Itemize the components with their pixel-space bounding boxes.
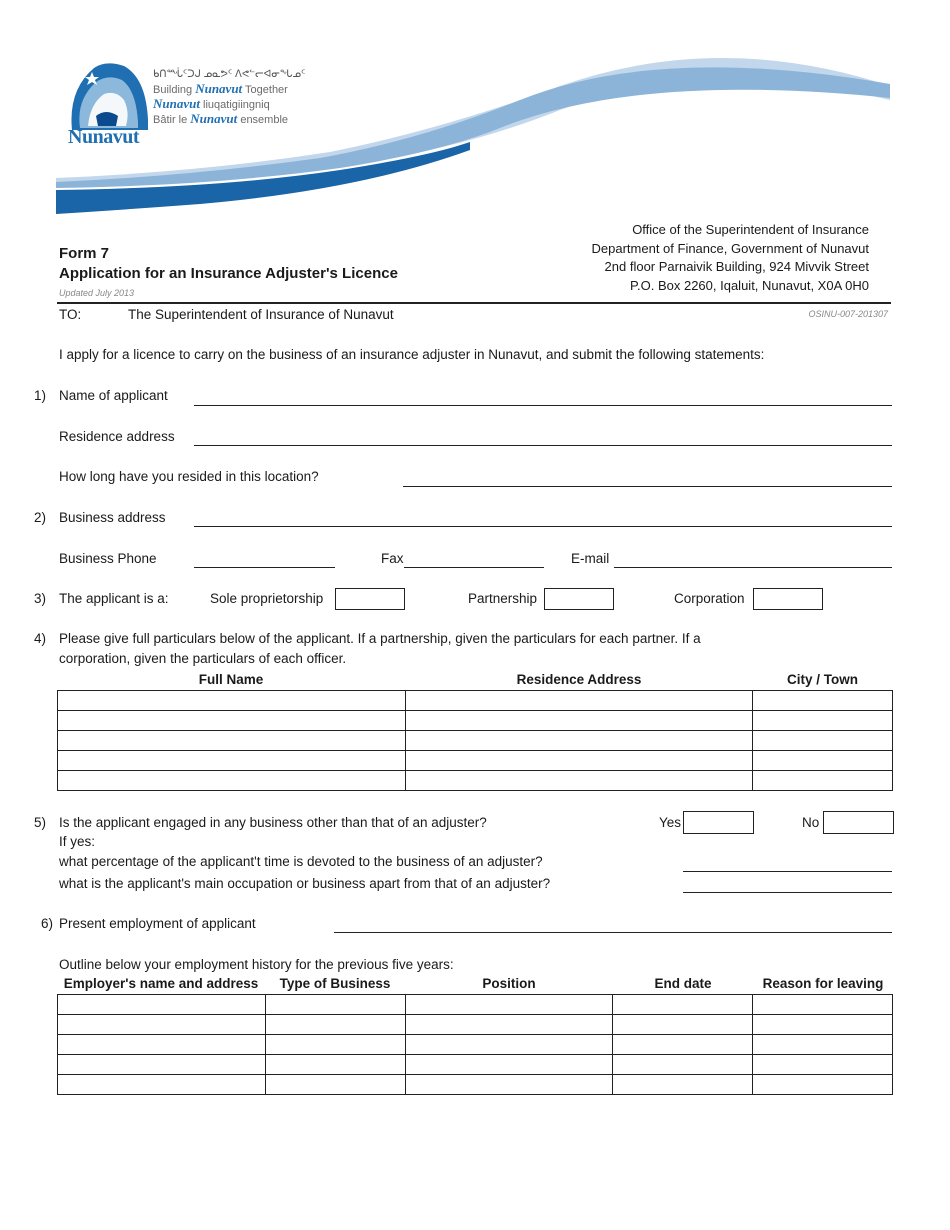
table-cell[interactable] bbox=[405, 691, 753, 711]
if-yes-label: If yes: bbox=[59, 834, 96, 849]
present-employment-label: Present employment of applicant bbox=[59, 916, 256, 931]
table-cell[interactable] bbox=[58, 711, 406, 731]
table-cell[interactable] bbox=[613, 1015, 753, 1035]
partnership-label: Partnership bbox=[468, 591, 538, 606]
table-cell[interactable] bbox=[753, 771, 893, 791]
partnership-checkbox[interactable] bbox=[544, 588, 614, 610]
business-address-label: Business address bbox=[59, 510, 166, 525]
table-cell[interactable] bbox=[753, 731, 893, 751]
table-cell[interactable] bbox=[405, 771, 753, 791]
table-cell[interactable] bbox=[753, 995, 893, 1015]
present-employment-field[interactable] bbox=[334, 932, 892, 933]
no-checkbox[interactable] bbox=[823, 811, 894, 834]
table-cell[interactable] bbox=[613, 1055, 753, 1075]
main-occupation-field[interactable] bbox=[683, 892, 892, 893]
table-row bbox=[58, 771, 893, 791]
intro-statement: I apply for a licence to carry on the business of an insurance adjuster in Nunavut, and submit the following statements: bbox=[59, 347, 765, 362]
table-row bbox=[58, 1035, 893, 1055]
sole-proprietorship-checkbox[interactable] bbox=[335, 588, 405, 610]
table-cell[interactable] bbox=[58, 1015, 266, 1035]
email-field[interactable] bbox=[614, 567, 892, 568]
table-cell[interactable] bbox=[753, 1055, 893, 1075]
table-cell[interactable] bbox=[753, 1035, 893, 1055]
table-cell[interactable] bbox=[613, 995, 753, 1015]
particulars-table bbox=[57, 690, 893, 791]
yes-label: Yes bbox=[659, 815, 682, 830]
table-cell[interactable] bbox=[58, 691, 406, 711]
table-row bbox=[58, 995, 893, 1015]
office-line: Department of Finance, Government of Nunavut bbox=[591, 240, 869, 256]
corporation-label: Corporation bbox=[674, 591, 745, 606]
q6-number: 6) bbox=[40, 916, 53, 931]
table-cell[interactable] bbox=[753, 751, 893, 771]
q4-instruction-line1: Please give full particulars below of the applicant. If a partnership, given the particulars for each partner. If a bbox=[59, 631, 701, 646]
residence-address-field[interactable] bbox=[194, 445, 892, 446]
to-value: The Superintendent of Insurance of Nunavut bbox=[128, 307, 394, 322]
logo-slogan-french: Bâtir le Nunavut ensemble bbox=[153, 111, 289, 126]
business-phone-label: Business Phone bbox=[59, 551, 157, 566]
office-line: P.O. Box 2260, Iqaluit, Nunavut, X0A 0H0 bbox=[630, 277, 869, 293]
table-row bbox=[58, 691, 893, 711]
table-cell[interactable] bbox=[405, 995, 613, 1015]
email-label: E-mail bbox=[571, 551, 610, 566]
column-header-reason-for-leaving: Reason for leaving bbox=[762, 976, 884, 991]
table-cell[interactable] bbox=[58, 771, 406, 791]
sole-proprietorship-label: Sole proprietorship bbox=[210, 591, 324, 606]
yes-checkbox[interactable] bbox=[683, 811, 754, 834]
table-cell[interactable] bbox=[58, 1075, 266, 1095]
table-cell[interactable] bbox=[405, 751, 753, 771]
column-header-type-of-business: Type of Business bbox=[279, 976, 391, 991]
table-cell[interactable] bbox=[753, 711, 893, 731]
table-cell[interactable] bbox=[265, 995, 405, 1015]
table-cell[interactable] bbox=[405, 711, 753, 731]
employment-history-instruction: Outline below your employment history for the previous five years: bbox=[59, 957, 454, 972]
table-cell[interactable] bbox=[753, 1015, 893, 1035]
table-row bbox=[58, 751, 893, 771]
table-row bbox=[58, 1015, 893, 1035]
column-header-position: Position bbox=[482, 976, 536, 991]
logo-slogan-inuinnaqtun: Nunavut liuqatigiingniq bbox=[153, 96, 270, 111]
table-row bbox=[58, 731, 893, 751]
table-cell[interactable] bbox=[613, 1035, 753, 1055]
business-phone-field[interactable] bbox=[194, 567, 335, 568]
table-cell[interactable] bbox=[265, 1015, 405, 1035]
column-header-residence-address: Residence Address bbox=[516, 672, 642, 687]
other-business-question: Is the applicant engaged in any business other than that of an adjuster? bbox=[59, 815, 487, 830]
residence-address-label: Residence address bbox=[59, 429, 175, 444]
applicant-type-label: The applicant is a: bbox=[59, 591, 169, 606]
office-line: Office of the Superintendent of Insurance bbox=[632, 222, 869, 237]
name-of-applicant-field[interactable] bbox=[194, 405, 892, 406]
form-number: Form 7 bbox=[59, 245, 110, 262]
q4-instruction-line2: corporation, given the particulars of each officer. bbox=[59, 651, 347, 666]
name-of-applicant-label: Name of applicant bbox=[59, 388, 168, 403]
table-cell[interactable] bbox=[265, 1075, 405, 1095]
q2-number: 2) bbox=[33, 510, 46, 525]
column-header-full-name: Full Name bbox=[198, 672, 264, 687]
adjuster-time-percentage-label: what percentage of the applicant't time is devoted to the business of an adjuster? bbox=[59, 854, 543, 869]
table-row bbox=[58, 1055, 893, 1075]
no-label: No bbox=[802, 815, 820, 830]
table-cell[interactable] bbox=[405, 1075, 613, 1095]
q5-number: 5) bbox=[33, 815, 46, 830]
corporation-checkbox[interactable] bbox=[753, 588, 823, 610]
column-header-employer: Employer's name and address bbox=[63, 976, 259, 991]
form-title: Application for an Insurance Adjuster's Licence bbox=[59, 265, 398, 282]
column-header-city-town: City / Town bbox=[787, 672, 858, 687]
resided-duration-field[interactable] bbox=[403, 486, 892, 487]
logo-wordmark: Nunavut bbox=[68, 126, 139, 148]
table-cell[interactable] bbox=[613, 1075, 753, 1095]
header-rule bbox=[57, 302, 891, 304]
table-cell[interactable] bbox=[405, 1035, 613, 1055]
q1-number: 1) bbox=[33, 388, 46, 403]
logo-syllabics: ᑲᑎᙶᑦᑐᒍ ᓄᓇᕗᑦ ᐱᕙᓪᓕᐊᓂᖓᓄᑦ bbox=[153, 69, 306, 80]
table-cell[interactable] bbox=[753, 1075, 893, 1095]
table-cell[interactable] bbox=[405, 1015, 613, 1035]
header-swoosh-graphic bbox=[0, 0, 950, 230]
q4-number: 4) bbox=[33, 631, 46, 646]
table-cell[interactable] bbox=[265, 1055, 405, 1075]
to-label: TO: bbox=[59, 307, 82, 322]
table-cell[interactable] bbox=[58, 1035, 266, 1055]
table-cell[interactable] bbox=[753, 691, 893, 711]
updated-date: Updated July 2013 bbox=[59, 288, 135, 298]
business-address-field[interactable] bbox=[194, 526, 892, 527]
main-occupation-label: what is the applicant's main occupation or business apart from that of an adjuster? bbox=[59, 876, 551, 891]
table-cell[interactable] bbox=[58, 751, 406, 771]
adjuster-time-percentage-field[interactable] bbox=[683, 871, 892, 872]
table-cell[interactable] bbox=[58, 1055, 266, 1075]
table-cell[interactable] bbox=[405, 731, 753, 751]
resided-duration-label: How long have you resided in this location? bbox=[59, 469, 319, 484]
employment-history-table bbox=[57, 994, 893, 1095]
table-cell[interactable] bbox=[265, 1035, 405, 1055]
table-cell[interactable] bbox=[58, 995, 266, 1015]
table-cell[interactable] bbox=[405, 1055, 613, 1075]
fax-label: Fax bbox=[381, 551, 404, 566]
q3-number: 3) bbox=[33, 591, 46, 606]
office-line: 2nd floor Parnaivik Building, 924 Mivvik Street bbox=[604, 259, 869, 274]
form-code: OSINU-007-201307 bbox=[808, 309, 888, 319]
column-header-end-date: End date bbox=[654, 976, 712, 991]
fax-field[interactable] bbox=[404, 567, 544, 568]
logo-slogan-english: Building Nunavut Together bbox=[153, 81, 288, 96]
table-cell[interactable] bbox=[58, 731, 406, 751]
office-address bbox=[520, 221, 869, 295]
table-row bbox=[58, 711, 893, 731]
table-row bbox=[58, 1075, 893, 1095]
